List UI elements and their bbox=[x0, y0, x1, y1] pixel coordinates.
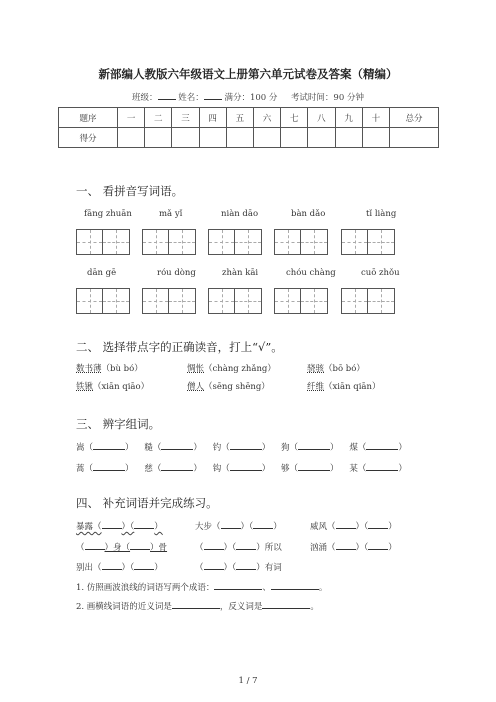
page-title: 新部编人教版六年级语文上册第六单元试卷及答案（精编） bbox=[98, 67, 398, 81]
score-cell[interactable] bbox=[118, 128, 145, 148]
answer-blank[interactable] bbox=[204, 561, 224, 570]
writing-box[interactable] bbox=[341, 229, 395, 255]
score-cell[interactable] bbox=[253, 128, 280, 148]
exercise-1: 1. 仿照画波浪线的词语写两个成语： 、 。 bbox=[76, 583, 328, 593]
idiom-fill: （ ）身（ ）骨 bbox=[76, 543, 168, 553]
score-header-cell: 二 bbox=[145, 108, 172, 128]
answer-blank[interactable] bbox=[134, 520, 154, 529]
choice-options[interactable]: （xiān qiān） bbox=[324, 382, 381, 392]
pinyin: róu dòng bbox=[157, 268, 196, 278]
writing-box[interactable] bbox=[208, 229, 262, 255]
answer-blank[interactable] bbox=[236, 541, 256, 550]
answer-blank[interactable] bbox=[368, 541, 388, 550]
reading-choice bbox=[187, 362, 276, 374]
section-1-heading: 一、 看拼音写词语。 bbox=[76, 184, 184, 198]
score-header-cell: 四 bbox=[199, 108, 226, 128]
score-header-cell: 一 bbox=[118, 108, 145, 128]
score-cell[interactable] bbox=[308, 128, 335, 148]
score-header-cell: 十 bbox=[362, 108, 389, 128]
reading-choice bbox=[76, 362, 143, 374]
choice-word: 惆怅 bbox=[187, 364, 205, 374]
section-2-heading: 二、 选择带点字的正确读音，打上“√”。 bbox=[76, 340, 283, 354]
answer-blank[interactable] bbox=[221, 520, 241, 529]
score-cell[interactable] bbox=[281, 128, 308, 148]
pinyin: fāng zhuān bbox=[84, 209, 132, 219]
pinyin: chóu chàng bbox=[286, 268, 336, 278]
exam-info bbox=[0, 91, 496, 103]
score-header-cell: 八 bbox=[308, 108, 335, 128]
choice-word: 骁骇 bbox=[307, 364, 325, 374]
pinyin: zhàn kāi bbox=[222, 268, 259, 278]
answer-blank[interactable] bbox=[366, 441, 398, 450]
score-cell[interactable] bbox=[362, 128, 389, 148]
answer-blank[interactable] bbox=[130, 541, 150, 550]
score-header-cell: 七 bbox=[281, 108, 308, 128]
choice-word: 数书薄 bbox=[76, 364, 102, 374]
choice-word: 铁锹 bbox=[76, 382, 94, 392]
choice-options[interactable]: （bō bó） bbox=[324, 364, 365, 374]
answer-blank[interactable] bbox=[366, 462, 398, 471]
idiom-fill: 暴露（ ）（ ） bbox=[76, 522, 163, 532]
answer-blank[interactable] bbox=[262, 600, 310, 609]
score-cell[interactable] bbox=[390, 128, 439, 148]
answer-blank[interactable] bbox=[134, 561, 154, 570]
score-table bbox=[58, 107, 439, 148]
reading-choice bbox=[307, 362, 365, 374]
score-header-cell: 六 bbox=[253, 108, 280, 128]
full-score: 满分：100 分 bbox=[224, 93, 278, 103]
answer-blank[interactable] bbox=[253, 520, 273, 529]
answer-blank[interactable] bbox=[204, 541, 224, 550]
score-header-cell: 三 bbox=[172, 108, 199, 128]
reading-choice bbox=[76, 380, 149, 392]
writing-box[interactable] bbox=[274, 288, 328, 314]
score-header-cell: 题序 bbox=[59, 108, 118, 128]
pinyin: dān gē bbox=[87, 268, 117, 278]
pinyin: bàn dǎo bbox=[291, 209, 326, 219]
writing-box[interactable] bbox=[76, 229, 130, 255]
score-row-label: 得分 bbox=[59, 128, 118, 148]
answer-blank[interactable] bbox=[230, 441, 262, 450]
idiom-fill: （ ）（ ）所以 bbox=[195, 543, 282, 553]
pinyin: cuō zhǒu bbox=[361, 268, 400, 278]
answer-blank[interactable] bbox=[214, 581, 262, 590]
score-value-row bbox=[59, 128, 439, 148]
choice-word: 僧人 bbox=[187, 382, 205, 392]
section-3-heading: 三、 辨字组词。 bbox=[76, 417, 161, 431]
word-group-row: 蒿（ ） 慈（ ） 钩（ ） 够（ ） 某（ ） bbox=[76, 464, 407, 474]
score-header-cell: 五 bbox=[226, 108, 253, 128]
answer-blank[interactable] bbox=[271, 581, 319, 590]
score-header-cell: 总分 bbox=[390, 108, 439, 128]
writing-box[interactable] bbox=[142, 229, 196, 255]
reading-choice bbox=[187, 380, 270, 392]
choice-options[interactable]: （sēng shēng） bbox=[204, 382, 270, 392]
idiom-fill: （ ）（ ）有词 bbox=[195, 563, 282, 573]
score-cell[interactable] bbox=[172, 128, 199, 148]
writing-box[interactable] bbox=[274, 229, 328, 255]
score-cell[interactable] bbox=[145, 128, 172, 148]
pinyin: tǐ liàng bbox=[366, 209, 397, 219]
choice-options[interactable]: （chàng zhǎng） bbox=[204, 364, 276, 374]
answer-blank[interactable] bbox=[336, 520, 356, 529]
exercise-2: 2. 画横线词语的近义词是 ，反义词是 。 bbox=[76, 602, 319, 612]
idiom-fill: 大步（ ）（ ） bbox=[195, 522, 282, 532]
idiom-fill: 汹涌（ ）（ ） bbox=[310, 543, 397, 553]
answer-blank[interactable] bbox=[161, 462, 193, 471]
section-4-heading: 四、 补充词语并完成练习。 bbox=[76, 496, 218, 510]
pinyin: mǎ yǐ bbox=[159, 209, 183, 219]
writing-box[interactable] bbox=[341, 288, 395, 314]
name-blank[interactable] bbox=[204, 91, 222, 100]
writing-box[interactable] bbox=[142, 288, 196, 314]
name-label: 姓名： bbox=[178, 93, 204, 103]
score-cell[interactable] bbox=[335, 128, 362, 148]
answer-blank[interactable] bbox=[102, 520, 122, 529]
score-header-row bbox=[59, 108, 439, 128]
word-group-row: 嵩（ ） 糙（ ） 钓（ ） 狗（ ） 煤（ ） bbox=[76, 443, 407, 453]
answer-blank[interactable] bbox=[298, 441, 330, 450]
answer-blank[interactable] bbox=[236, 561, 256, 570]
writing-box[interactable] bbox=[76, 288, 130, 314]
idiom-fill: 别出（ ）（ ） bbox=[76, 563, 163, 573]
answer-blank[interactable] bbox=[93, 441, 125, 450]
idiom-fill: 威风（ ）（ ） bbox=[310, 522, 397, 532]
answer-blank[interactable] bbox=[336, 541, 356, 550]
answer-blank[interactable] bbox=[230, 462, 262, 471]
choice-options[interactable]: （xiān qiāo） bbox=[93, 382, 150, 392]
answer-blank[interactable] bbox=[102, 561, 122, 570]
answer-blank[interactable] bbox=[85, 541, 105, 550]
answer-blank[interactable] bbox=[93, 462, 125, 471]
class-blank[interactable] bbox=[158, 91, 176, 100]
answer-blank[interactable] bbox=[172, 600, 220, 609]
answer-blank[interactable] bbox=[298, 462, 330, 471]
class-label: 班级： bbox=[132, 93, 158, 103]
writing-box[interactable] bbox=[208, 288, 262, 314]
choice-word: 纤维 bbox=[307, 382, 325, 392]
reading-choice bbox=[307, 380, 380, 392]
score-header-cell: 九 bbox=[335, 108, 362, 128]
score-cell[interactable] bbox=[226, 128, 253, 148]
exam-time: 考试时间：90 分钟 bbox=[290, 93, 364, 103]
score-cell[interactable] bbox=[199, 128, 226, 148]
answer-blank[interactable] bbox=[368, 520, 388, 529]
choice-options[interactable]: （bù bó） bbox=[101, 364, 143, 374]
page-number: 1 / 7 bbox=[238, 676, 258, 686]
pinyin: niàn dāo bbox=[221, 209, 259, 219]
answer-blank[interactable] bbox=[161, 441, 193, 450]
